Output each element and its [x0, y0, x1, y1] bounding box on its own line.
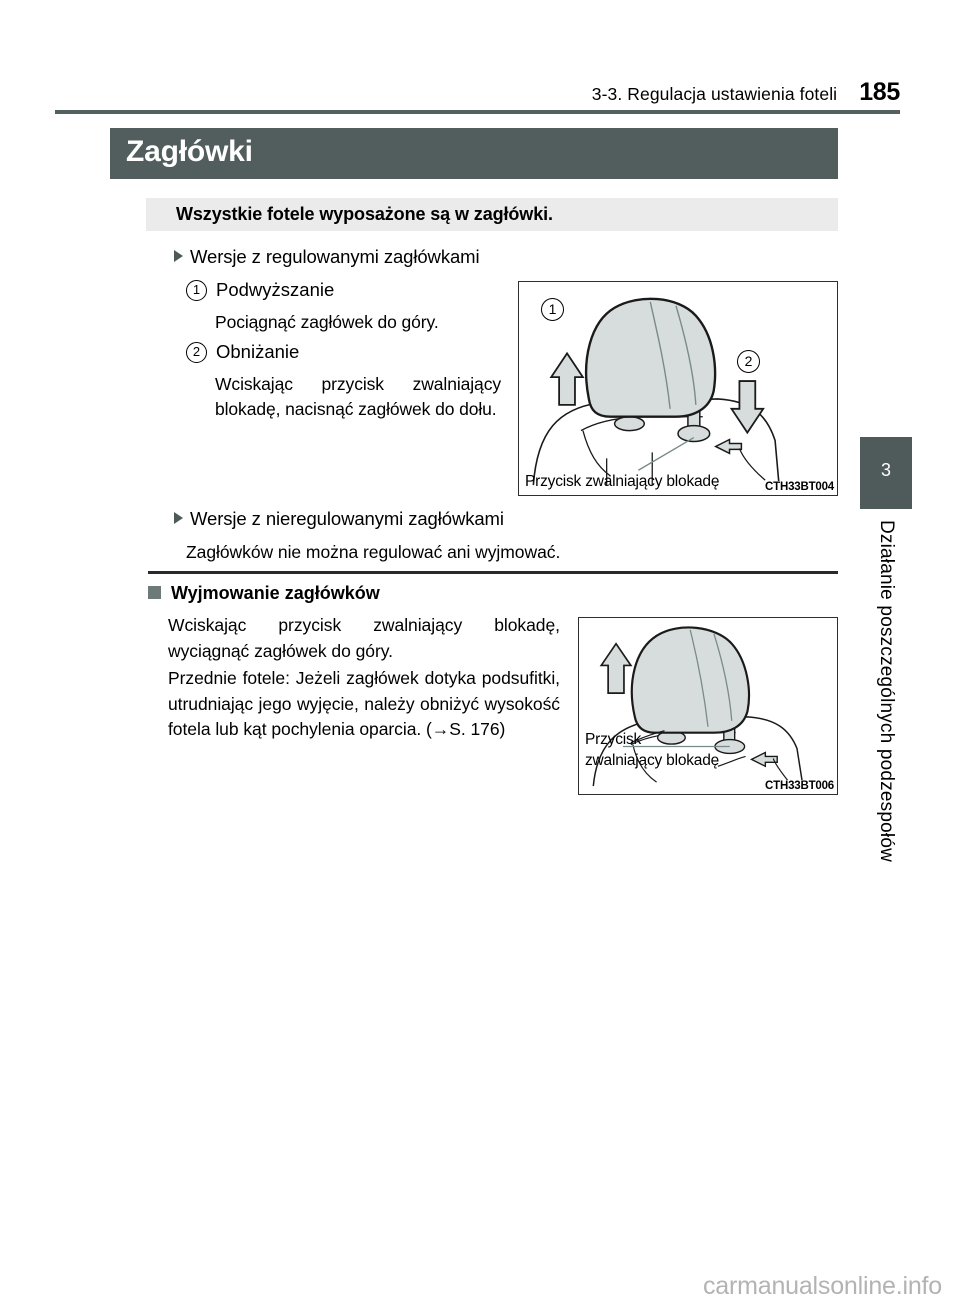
section-title-band [110, 128, 838, 179]
step-2-title [186, 341, 299, 363]
figure-2-code: CTH33BT006 [765, 780, 834, 792]
subsection-heading [148, 583, 380, 604]
nonadjustable-text: Zagłówków nie można regulować ani wyjmować. [186, 542, 561, 562]
chapter-number: 3 [880, 460, 891, 480]
chapter-label: Działanie poszczególnych podzespołów [876, 520, 897, 863]
triangle-bullet-icon [174, 250, 183, 262]
page-number: 185 [859, 78, 900, 106]
figure-1-illustration [519, 282, 837, 495]
section-divider [148, 571, 838, 574]
square-bullet-icon [148, 586, 161, 599]
triangle-bullet-icon [174, 512, 183, 524]
heading-adjustable-versions [174, 246, 479, 268]
header-section-title: 3-3. Regulacja ustawienia foteli [591, 84, 838, 104]
figure-headrest-removal [578, 617, 838, 795]
figure-1-code: CTH33BT004 [765, 481, 834, 493]
page-header [0, 78, 900, 107]
circled-number-1-icon: 1 [186, 280, 207, 301]
step-2-label: Obniżanie [216, 341, 300, 362]
step-1-body: Pociągnąć zagłówek do góry. [215, 312, 439, 332]
figure-2-caption-line-1: Przycisk [585, 731, 642, 748]
figure-1-caption: Przycisk zwalniający blokadę [525, 473, 720, 490]
step-1-title [186, 279, 334, 301]
removal-paragraph-2: Przednie fotele: Jeżeli zagłówek dotyka podsufitki, utrudniając jego wyjęcie, należy obniżyć wysokość fotela lub kąt pochylenia oparcia. (→S. 176) [168, 668, 560, 739]
chapter-tab [860, 437, 912, 509]
step-2-body: Wciskając przycisk zwalniający blokadę, nacisnąć zagłówek do dołu. [215, 374, 501, 419]
figure-2-caption-line-2: zwalniający blokadę [585, 752, 720, 769]
page-title: Zagłówki [126, 135, 253, 168]
statement-banner-text: Wszystkie fotele wyposażone są w zagłówki. [176, 204, 553, 224]
figure-1-callout-1: 1 [541, 298, 564, 321]
figure-1-callout-2: 2 [737, 350, 760, 373]
statement-banner [146, 198, 838, 231]
heading-adjustable-label: Wersje z regulowanymi zagłówkami [190, 246, 480, 267]
subsection-heading-label: Wyjmowanie zagłówków [171, 583, 380, 603]
header-divider [55, 110, 900, 114]
step-1-label: Podwyższanie [216, 279, 335, 300]
heading-nonadjustable-versions [174, 508, 504, 530]
watermark: carmanualsonline.info [702, 1272, 942, 1300]
figure-adjustable-headrest [518, 281, 838, 496]
circled-number-2-icon: 2 [186, 342, 207, 363]
removal-paragraph-1: Wciskając przycisk zwalniający blokadę, wyciągnąć zagłówek do góry. [168, 615, 560, 661]
heading-nonadjustable-label: Wersje z nieregulowanymi zagłówkami [190, 508, 504, 529]
